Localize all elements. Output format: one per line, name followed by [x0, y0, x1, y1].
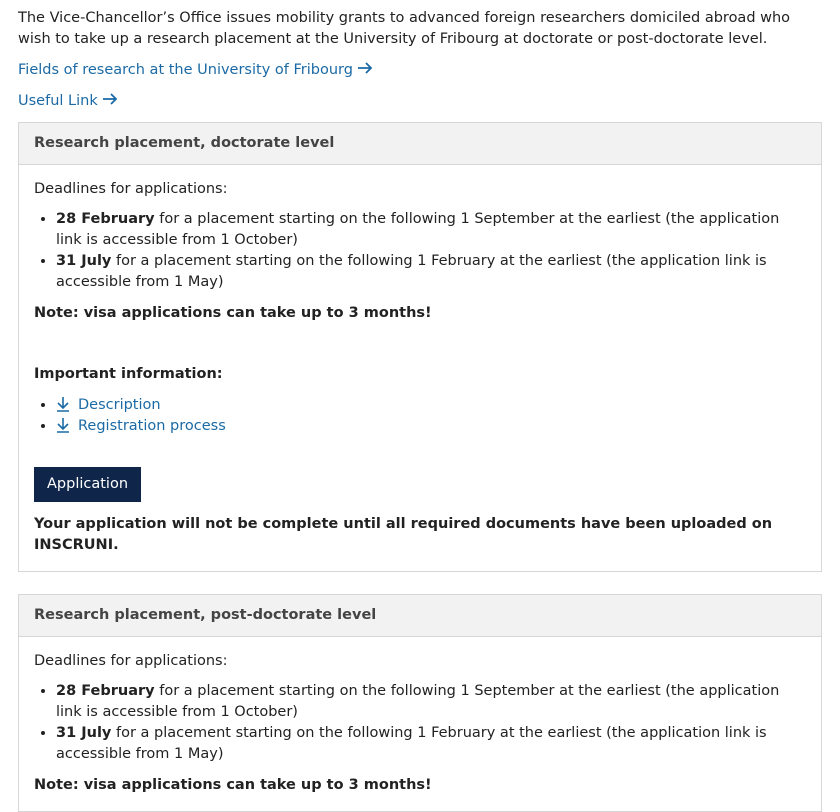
deadline-date: 31 July	[56, 253, 112, 269]
visa-note: Note: visa applications can take up to 3 months!	[34, 777, 432, 793]
application-button[interactable]: Application	[34, 467, 141, 502]
useful-link[interactable]	[18, 91, 822, 112]
download-icon	[56, 417, 70, 433]
download-list	[34, 395, 806, 437]
deadline-date: 28 February	[56, 683, 155, 699]
deadline-text: for a placement starting on the following 1 February at the earliest (the application link is accessible from 1 May)	[56, 725, 767, 762]
post-doctorate-panel	[18, 594, 822, 812]
deadline-list	[34, 209, 806, 293]
deadline-date: 31 July	[56, 725, 112, 741]
deadline-text: for a placement starting on the following 1 February at the earliest (the application link is accessible from 1 May)	[56, 253, 767, 290]
download-label: Registration process	[78, 418, 226, 434]
fields-of-research-label: Fields of research at the University of Fribourg	[18, 62, 353, 78]
list-item	[56, 681, 806, 723]
deadlines-title: Deadlines for applications:	[34, 181, 228, 197]
panel-header: Research placement, doctorate level	[19, 123, 821, 165]
doctorate-panel	[18, 122, 822, 572]
list-item	[56, 416, 806, 437]
download-label: Description	[78, 397, 161, 413]
arrow-right-icon	[102, 91, 118, 112]
panel-header: Research placement, post-doctorate level	[19, 595, 821, 637]
deadline-list	[34, 681, 806, 765]
intro-text: The Vice-Chancellor’s Office issues mobility grants to advanced foreign researchers domiciled abroad who wish to take up a research placement at the University of Fribourg at doctorate or post-doctorate level.	[18, 10, 791, 47]
important-info-title: Important information:	[34, 366, 223, 382]
download-icon	[56, 396, 70, 412]
description-download-link[interactable]	[56, 397, 161, 413]
list-item	[56, 723, 806, 765]
fields-of-research-link[interactable]	[18, 60, 822, 81]
panel-body	[19, 637, 821, 811]
visa-note: Note: visa applications can take up to 3 months!	[34, 305, 432, 321]
completion-note: Your application will not be complete until all required documents have been uploaded on INSCRUNI.	[34, 516, 773, 553]
deadline-date: 28 February	[56, 211, 155, 227]
arrow-right-icon	[357, 60, 373, 81]
deadlines-title: Deadlines for applications:	[34, 653, 228, 669]
useful-link-label: Useful Link	[18, 93, 98, 109]
deadline-text: for a placement starting on the following 1 September at the earliest (the application link is accessible from 1 October)	[56, 683, 780, 720]
deadline-text: for a placement starting on the following 1 September at the earliest (the application link is accessible from 1 October)	[56, 211, 780, 248]
panel-body	[19, 165, 821, 571]
registration-download-link[interactable]	[56, 418, 226, 434]
list-item	[56, 251, 806, 293]
list-item	[56, 395, 806, 416]
list-item	[56, 209, 806, 251]
